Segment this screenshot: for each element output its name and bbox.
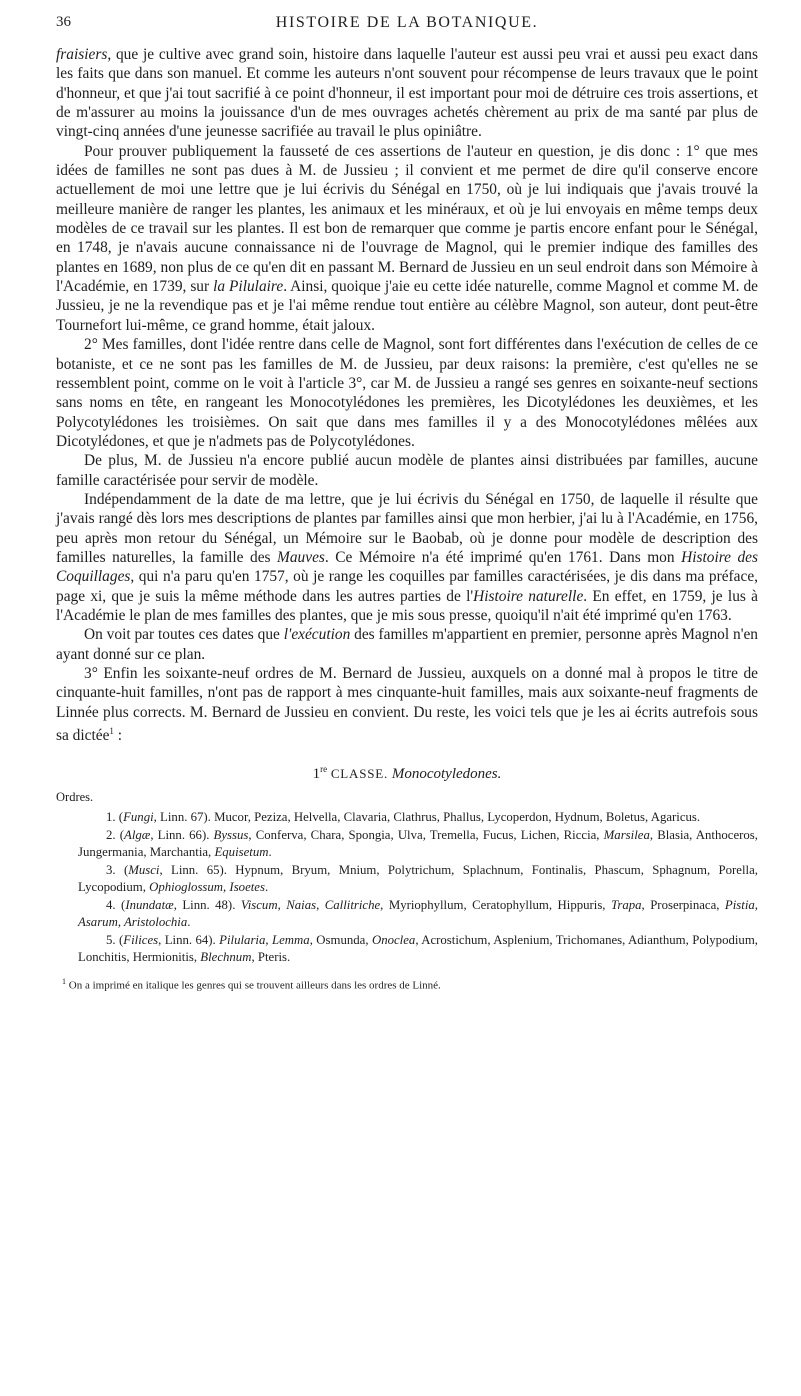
italic-term: Histoire naturelle — [473, 587, 584, 605]
italic-term: la Pilulaire — [213, 278, 284, 296]
paragraph-1: fraisiers, que je cultive avec grand soin, histoire dans laquelle l'auteur est aussi peu vrai et aussi peu exact dans les faits que dans son manuel. Et comme les auteurs n'ont souvent pour récompense de leurs travaux que le point d'honneur, et que j'ai tout sacrifié à ce point d'honneur, il est important pour moi de détruire ces trois assertions, et de m'assurer au moins la jouissance d'un de mes ouvrages achetés chèrement au prix de ma santé par plus de vingt-cinq années d'une jeunesse sacrifiée au travail le plus opiniâtre. — [56, 46, 758, 141]
paragraph-7: 3° Enfin les soixante-neuf ordres de M. Bernard de Jussieu, auxquels on a donné mal à propos le titre de cinquante-huit familles, n'ont pas de rapport à mes cinquante-huit familles, mais aux soixante-neuf fragments de Linnée plus corrects. M. Bernard de Jussieu en convient. Du reste, les voici tels que je les ai écrits autrefois sous sa dictée$^1$ : — [56, 665, 758, 745]
paragraph-4: De plus, M. de Jussieu n'a encore publié aucun modèle de plantes ainsi distribuées par familles, aucune famille caractérisée pour servir de modèle. — [56, 452, 758, 489]
italic-term: fraisiers — [56, 46, 108, 63]
footnote: $^1$ On a imprimé en italique les genres qui se trouvent ailleurs dans les ordres de Linné. — [62, 976, 441, 992]
footnote-marker: 1 — [109, 726, 114, 737]
page-number: 36 — [56, 14, 71, 30]
order-item: 3. (Musci, Linn. 65). Hypnum, Bryum, Mnium, Polytrichum, Splachnum, Fontinalis, Phascum, Sphagnum, Porella, Lycopodium, Ophioglossum, Isoetes. — [78, 862, 758, 895]
ordres-label: Ordres. — [56, 789, 94, 804]
class-heading: 1re CLASSE. Monocotyledones. — [312, 763, 502, 782]
paragraph-2: Pour prouver publiquement la fausseté de ces assertions de l'auteur en question, je dis donc : 1° que mes idées de familles ne sont pas dues à M. de Jussieu ; il convient et me permet de dire qu'il conserve encore actuellement de moi une lettre que je lui écrivis du Sénégal en 1750, où je lui indiquais que j'avais trouvé la meilleure manière de ranger les plantes, les animaux et les minéraux, et où je lui envoyais en même temps deux modèles de ce travail sur les plantes. Il est bon de remarquer que comme je partis encore enfant pour le Sénégal, en 1748, je n'avais aucune connaissance ni de l'ouvrage de Magnol, qui le premier indique des familles des plantes en 1689, non plus de ce qu'en dit en passant M. Bernard de Jussieu en un seul endroit dans son Mémoire à l'Académie, en 1739, sur la Pilulaire. Ainsi, quoique j'aie eu cette idée naturelle, comme Magnol et comme M. de Jussieu, je ne la revendique pas et je l'ai même rendue tout entière au célèbre Magnol, son auteur, dont peut-être Tournefort lui-même, ce grand homme, était jaloux. — [56, 142, 758, 334]
paragraph-6: On voit par toutes ces dates que l'exécution des familles m'appartient en premier, personne après Magnol n'en ayant donné sur ce plan. — [56, 626, 758, 663]
order-item: 5. (Filices, Linn. 64). Pilularia, Lemma, Osmunda, Onoclea, Acrostichum, Asplenium, Trichomanes, Adianthum, Polypodium, Lonchitis, Hermionitis, Blechnum, Pteris. — [78, 932, 758, 965]
italic-term: Histoire des Coquillages — [56, 548, 758, 586]
order-item: 4. (Inundatæ, Linn. 48). Viscum, Naias, Callitriche, Myriophyllum, Ceratophyllum, Hippuris, Trapa, Proserpinaca, Pistia, Asarum, Aristolochia. — [78, 897, 758, 930]
running-title: HISTOIRE DE LA BOTANIQUE. — [275, 14, 539, 31]
order-item: 2. (Algæ, Linn. 66). Byssus, Conferva, Chara, Spongia, Ulva, Tremella, Fucus, Lichen, Riccia, Marsilea, Blasia, Anthoceros, Jungermania, Marchantia, Equisetum. — [78, 827, 758, 860]
paragraph-5: Indépendamment de la date de ma lettre, que je lui écrivis du Sénégal en 1750, de laquelle il résulte que j'avais rangé dès lors mes descriptions de plantes par familles ainsi que mon herbier, j'ai lu à l'Académie, en 1756, peu après mon retour du Sénégal, un Mémoire sur le Baobab, où je donne pour modèle de description des familles naturelles, la famille des Mauves. Ce Mémoire n'a été imprimé qu'en 1761. Dans mon Histoire des Coquillages, qui n'a paru qu'en 1757, où je range les coquilles par familles caractérisées, je dis dans ma préface, page xi, que je suis la même méthode dans les autres parties de l'Histoire naturelle. En effet, en 1759, je lus à l'Académie le plan de mes familles des plantes, que je mis sous presse, quoiqu'il n'ait été imprimé qu'en 1763. — [56, 490, 758, 624]
page-header — [56, 14, 758, 38]
italic-term: l'exécution — [283, 626, 351, 644]
italic-term: Mauves — [277, 548, 325, 566]
order-item: 1. (Fungi, Linn. 67). Mucor, Peziza, Helvella, Clavaria, Clathrus, Phallus, Lycoperdon, Hydnum, Boletus, Agaricus. — [106, 810, 701, 825]
class-name: Monocotyledones. — [391, 765, 502, 782]
paragraph-3: 2° Mes familles, dont l'idée rentre dans celle de Magnol, sont fort différentes dans l'exécution de celles de ce botaniste, et ce ne sont pas les familles de M. de Jussieu, par deux raisons: la première, c'est qu'elles ne se ressemblent point, comme on le voit à l'article 3°, car M. de Jussieu a rangé ses genres en soixante-neuf sections sans noms en tête, en rangeant les Monocotylédones les premières, les Dicotylédones les deuxièmes, et les Polycotylédones les troisièmes. On sait que dans mes familles il y a des Monocotylédones mêlées aux Dicotylédones, et que je n'admets pas de Polycotylédones. — [56, 336, 758, 450]
body-text — [56, 45, 758, 992]
